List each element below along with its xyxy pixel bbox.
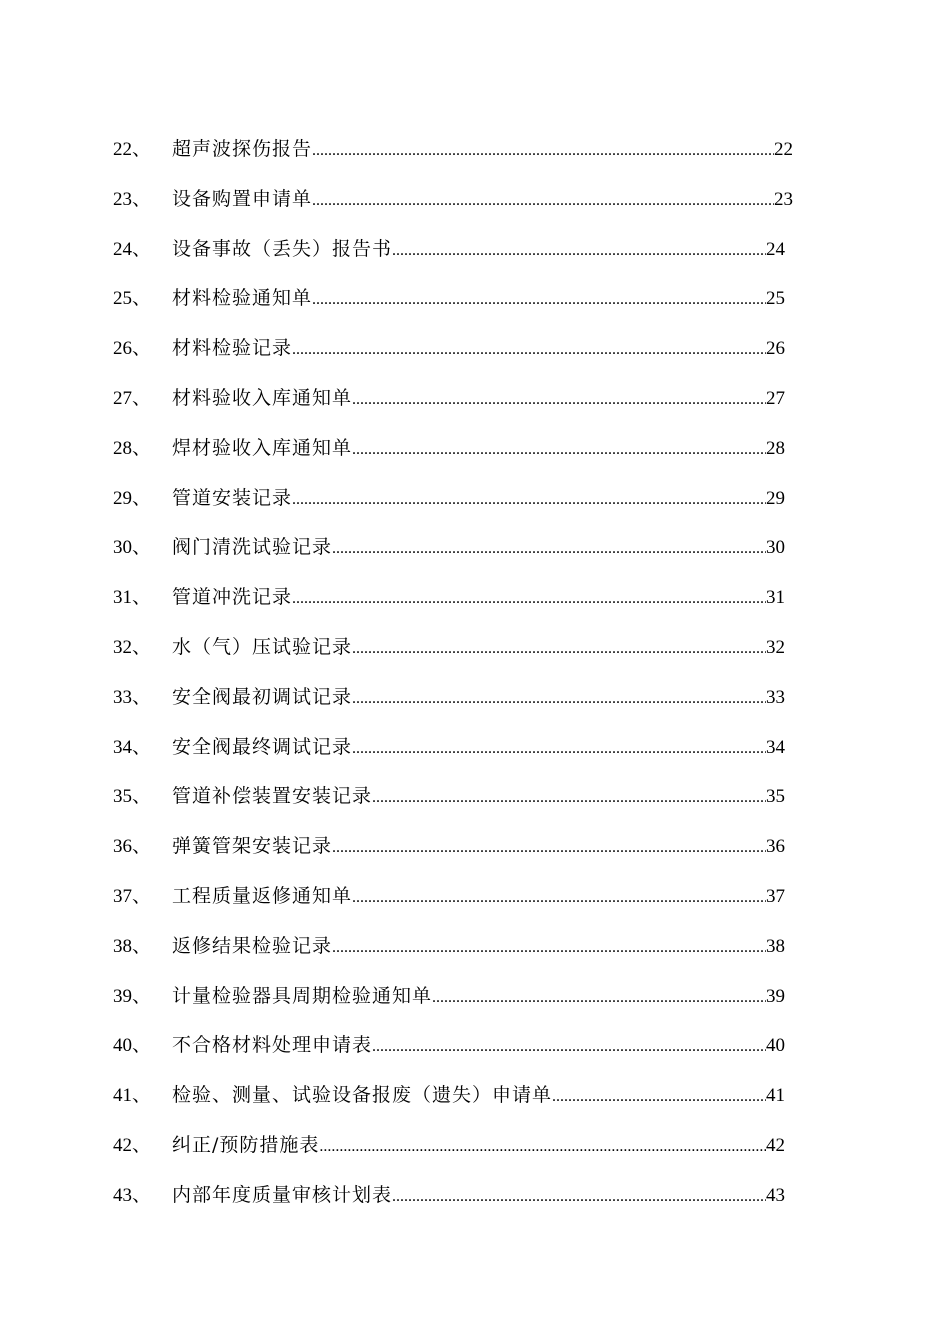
toc-entry-title: 材料检验记录	[172, 337, 293, 360]
toc-entry-title: 焊材验收入库通知单	[172, 436, 353, 459]
toc-entry-title: 检验、测量、试验设备报废（遗失）申请单	[172, 1084, 553, 1107]
toc-entry-title: 计量检验器具周期检验通知单	[172, 984, 433, 1007]
toc-entry-page: 24	[766, 238, 785, 260]
toc-dot-leader	[352, 681, 766, 717]
toc-entry-page: 28	[766, 437, 785, 459]
toc-entry-number: 24、	[113, 238, 152, 260]
toc-dot-leader	[352, 432, 766, 468]
toc-entry-title: 超声波探伤报告	[172, 138, 313, 160]
toc-entry-title: 管道冲洗记录	[172, 586, 293, 609]
toc-entry[interactable]	[113, 629, 793, 679]
toc-entry-page: 32	[766, 636, 785, 658]
toc-entry-title: 材料检验通知单	[172, 287, 313, 310]
toc-entry-title: 纠正/预防措施表	[172, 1133, 320, 1156]
toc-entry-number: 43、	[113, 1184, 152, 1206]
toc-entry-page: 25	[766, 288, 785, 310]
toc-entry-title: 不合格材料处理申请表	[172, 1034, 373, 1057]
toc-dot-leader	[552, 1079, 766, 1115]
toc-entry-page: 36	[766, 836, 785, 858]
toc-entry-page: 29	[766, 487, 785, 509]
toc-dot-leader	[352, 880, 766, 916]
toc-entry-number: 28、	[113, 437, 152, 459]
toc-entry-page: 37	[766, 885, 785, 907]
toc-entry[interactable]	[113, 828, 793, 878]
toc-dot-leader	[312, 282, 766, 318]
toc-entry-page: 38	[766, 935, 785, 957]
toc-entry-number: 25、	[113, 288, 152, 310]
toc-entry-title: 工程质量返修通知单	[172, 884, 353, 907]
toc-dot-leader	[372, 780, 766, 816]
toc-dot-leader	[352, 631, 766, 667]
toc-entry[interactable]	[113, 330, 793, 380]
toc-dot-leader	[352, 382, 766, 418]
toc-entry-page: 26	[766, 338, 785, 360]
toc-entry[interactable]	[113, 928, 793, 978]
toc-entry[interactable]	[113, 679, 793, 729]
toc-entry-page: 27	[766, 387, 785, 409]
toc-entry-number: 26、	[113, 338, 152, 360]
toc-entry[interactable]	[113, 778, 793, 828]
toc-entry-number: 42、	[113, 1134, 152, 1156]
toc-entry-title: 管道安装记录	[172, 486, 293, 509]
toc-dot-leader	[392, 233, 766, 269]
toc-entry-title: 返修结果检验记录	[172, 934, 333, 957]
toc-dot-leader	[332, 531, 766, 567]
toc-entry-number: 30、	[113, 537, 152, 559]
toc-entry-number: 29、	[113, 487, 152, 509]
toc-entry-title: 设备事故（丢失）报告书	[172, 237, 393, 260]
toc-entry-number: 41、	[113, 1085, 152, 1107]
toc-entry-page: 42	[766, 1134, 785, 1156]
toc-entry[interactable]	[113, 181, 793, 231]
toc-entry-number: 34、	[113, 736, 152, 758]
toc-entry-title: 阀门清洗试验记录	[172, 536, 333, 559]
toc-entry-number: 39、	[113, 985, 152, 1007]
toc-dot-leader	[292, 482, 766, 518]
toc-entry[interactable]	[113, 380, 793, 430]
toc-entry-page: 31	[766, 587, 785, 609]
toc-entry[interactable]	[113, 1077, 793, 1127]
toc-dot-leader	[352, 731, 766, 767]
toc-entry-title: 管道补偿装置安装记录	[172, 785, 373, 808]
toc-dot-leader	[392, 1179, 766, 1215]
toc-entry[interactable]	[113, 1127, 793, 1177]
toc-entry-page: 40	[766, 1035, 785, 1057]
toc-entry[interactable]	[113, 1027, 793, 1077]
toc-dot-leader	[372, 1029, 766, 1065]
table-of-contents	[113, 131, 793, 1227]
toc-entry[interactable]	[113, 231, 793, 281]
toc-entry-page: 35	[766, 786, 785, 808]
toc-entry-number: 33、	[113, 686, 152, 708]
toc-entry[interactable]	[113, 579, 793, 629]
toc-entry-page: 41	[766, 1085, 785, 1107]
toc-entry-title: 安全阀最终调试记录	[172, 735, 353, 758]
toc-entry-title: 安全阀最初调试记录	[172, 685, 353, 708]
toc-entry[interactable]	[113, 480, 793, 530]
toc-entry-number: 37、	[113, 885, 152, 907]
toc-entry-page: 43	[766, 1184, 785, 1206]
toc-entry-title: 内部年度质量审核计划表	[172, 1183, 393, 1206]
toc-entry[interactable]	[113, 978, 793, 1028]
toc-entry-number: 27、	[113, 387, 152, 409]
toc-entry-number: 35、	[113, 786, 152, 808]
toc-dot-leader	[432, 980, 766, 1016]
toc-entry[interactable]	[113, 430, 793, 480]
toc-entry-number: 31、	[113, 587, 152, 609]
toc-entry-title: 水（气）压试验记录	[172, 635, 353, 658]
toc-entry[interactable]	[113, 131, 793, 181]
toc-entry-page: 22	[774, 139, 793, 160]
toc-entry-page: 39	[766, 985, 785, 1007]
toc-entry-page: 23	[774, 188, 793, 210]
toc-entry-number: 36、	[113, 836, 152, 858]
toc-dot-leader	[319, 1129, 766, 1165]
toc-entry-title: 材料验收入库通知单	[172, 386, 353, 409]
toc-entry[interactable]	[113, 529, 793, 579]
toc-dot-leader	[292, 581, 766, 617]
toc-entry-page: 34	[766, 736, 785, 758]
toc-entry-page: 33	[766, 686, 785, 708]
toc-entry-page: 30	[766, 537, 785, 559]
toc-entry-number: 32、	[113, 636, 152, 658]
toc-entry-title: 弹簧管架安装记录	[172, 835, 333, 858]
toc-dot-leader	[312, 183, 774, 219]
toc-entry[interactable]	[113, 280, 793, 330]
toc-dot-leader	[292, 332, 766, 368]
toc-dot-leader	[332, 830, 766, 866]
toc-entry[interactable]	[113, 1177, 793, 1227]
toc-entry-number: 40、	[113, 1035, 152, 1057]
toc-entry-title: 设备购置申请单	[172, 187, 313, 210]
toc-entry-number: 22、	[113, 139, 152, 160]
toc-entry[interactable]	[113, 878, 793, 928]
toc-dot-leader	[312, 133, 774, 169]
toc-dot-leader	[332, 930, 766, 966]
toc-entry-number: 38、	[113, 935, 152, 957]
toc-entry-number: 23、	[113, 188, 152, 210]
toc-entry[interactable]	[113, 729, 793, 779]
